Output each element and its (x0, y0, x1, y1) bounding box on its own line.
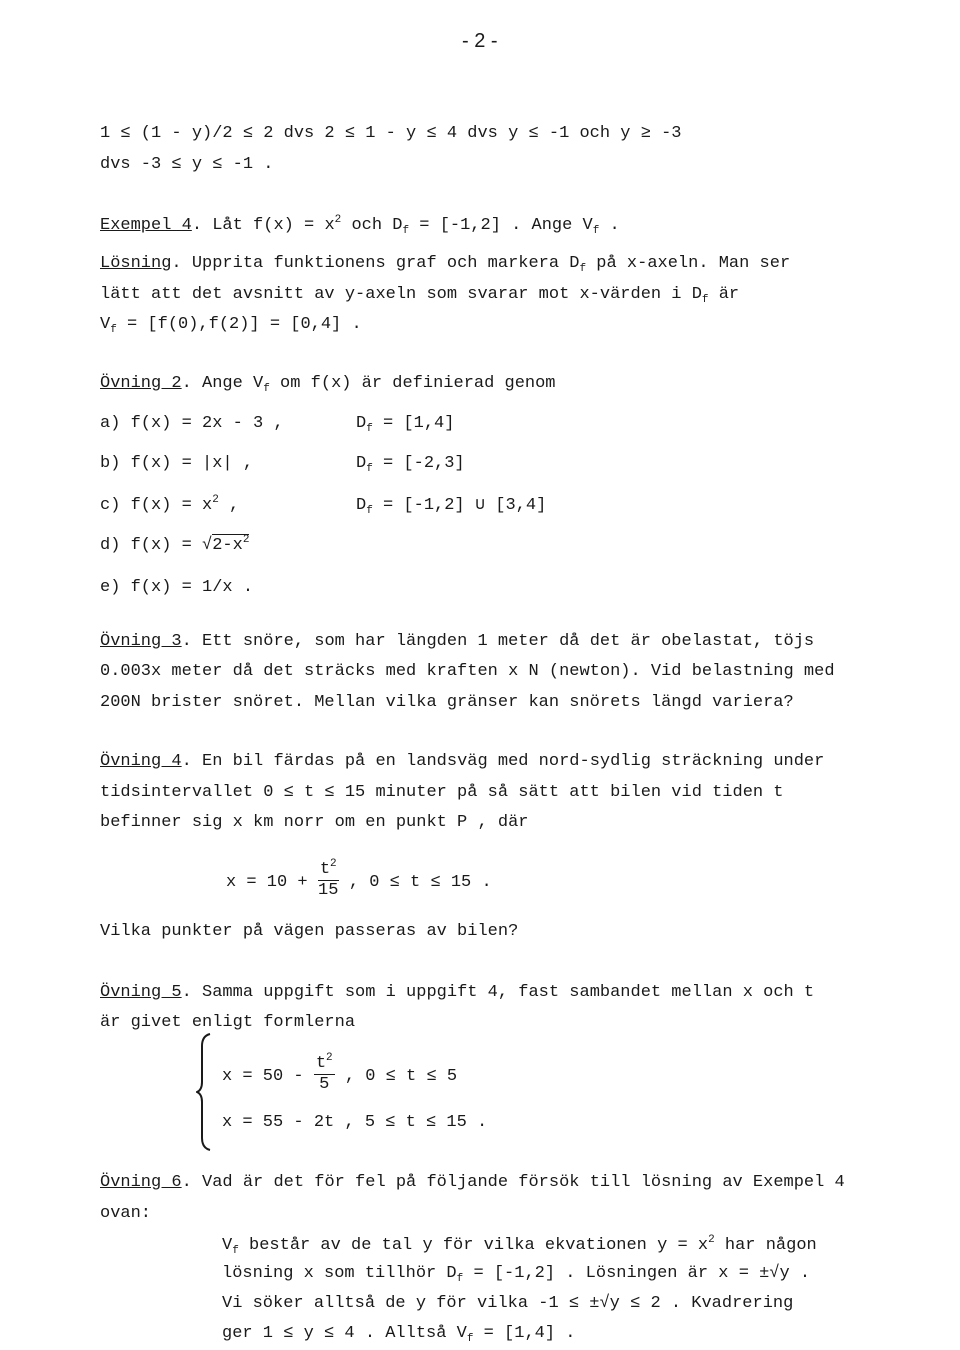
solution-line-2: lätt att det avsnitt av y-axeln som svarar mot x-värden i $D_f$ är (100, 285, 740, 306)
exercise-4-line-3: befinner sig x km norr om en punkt P , där (100, 813, 529, 832)
exercise-6-line-2: ovan: (100, 1204, 152, 1223)
exercise-5-line-1: Övning 5. Samma uppgift som i uppgift 4, fast sambandet mellan x och t (100, 983, 815, 1002)
exercise-6-line-1: Övning 6. Vad är det för fel på följande försök till lösning av Exempel 4 (100, 1173, 845, 1192)
exercise-4-formula: x = 10 + $\frac{t^2}{15}$ , 0 ≤ t ≤ 15 . (226, 858, 492, 905)
exercise-4-line-2: tidsintervallet 0 ≤ t ≤ 15 minuter på så sätt att bilen vid tiden t (100, 783, 784, 802)
solution-line-1: Lösning. Upprita funktionens graf och markera $D_f$ på x-axeln. Man ser (100, 254, 791, 275)
exercise-2-domain-b: $D_f = [-2,3]$ (356, 454, 465, 475)
exercise-3-line-3: 200N brister snöret. Mellan vilka gränser kan snörets längd variera? (100, 693, 794, 712)
exercise-2-domain-a: $D_f = [1,4]$ (356, 414, 455, 435)
exercise-6-quote-1: $V_f$ består av de tal y för vilka ekvationen $y = x^2$ har någon (222, 1234, 817, 1257)
exercise-5-line-2: är givet enligt formlerna (100, 1013, 356, 1032)
left-brace (196, 1032, 212, 1152)
exercise-4-label: Övning 4 (100, 752, 182, 771)
example-4-label: Exempel 4 (100, 216, 192, 235)
exercise-2-item-b: b) f(x) = |x| , (100, 454, 254, 473)
fraction: $\frac{t^2}{15}$ (318, 854, 339, 901)
exercise-2-heading: Övning 2. Ange $V_f$ om f(x) är definierad genom (100, 374, 556, 395)
example-4: Exempel 4. Låt $f(x) = x^2$ och $D_f = [-1,2]$ . Ange $V_f$ . (100, 214, 620, 237)
solution-line-3: $V_f = [f(0),f(2)] = [0,4]$ . (100, 315, 362, 336)
exercise-6-quote-2: lösning x som tillhör $D_f = [-1,2]$ . Lösningen är x = ±√y . (222, 1264, 811, 1285)
exercise-6-quote-4: ger 1 ≤ y ≤ 4 . Alltså $V_f = [1,4]$ . (222, 1324, 576, 1345)
exercise-2-item-c: c) $f(x) = x^2$ , (100, 494, 240, 515)
exercise-4-line-1: Övning 4. En bil färdas på en landsväg med nord-sydlig sträckning under (100, 752, 825, 771)
intro-line-1: 1 ≤ (1 - y)/2 ≤ 2 dvs 2 ≤ 1 - y ≤ 4 dvs y ≤ -1 och y ≥ -3 (100, 124, 682, 143)
exercise-5-formula-2: x = 55 - 2t , 5 ≤ t ≤ 15 . (222, 1113, 488, 1132)
exercise-3-label: Övning 3 (100, 632, 182, 651)
intro-line-2: dvs -3 ≤ y ≤ -1 . (100, 155, 274, 174)
exercise-3-line-1: Övning 3. Ett snöre, som har längden 1 meter då det är obelastat, töjs (100, 632, 815, 651)
exercise-5-label: Övning 5 (100, 983, 182, 1002)
exercise-3-line-2: 0.003x meter då det sträcks med kraften x N (newton). Vid belastning med (100, 662, 835, 681)
exercise-5-formula-1: x = 50 - $\frac{t^2}{5}$ , 0 ≤ t ≤ 5 (222, 1052, 457, 1099)
exercise-2-item-e: e) f(x) = 1/x . (100, 578, 254, 597)
exercise-2-item-a: a) f(x) = 2x - 3 , (100, 414, 284, 433)
exercise-2-item-d: d) $f(x) = √2-x^2$ (100, 534, 250, 555)
exercise-6-quote-3: Vi söker alltså de y för vilka -1 ≤ ±√y ≤ 2 . Kvadrering (222, 1294, 794, 1313)
fraction: $\frac{t^2}{5}$ (314, 1048, 335, 1095)
page-number: - 2 - (462, 30, 498, 52)
exercise-6-label: Övning 6 (100, 1173, 182, 1192)
exercise-2-domain-c: $D_f = [-1,2]$ ∪ [3,4] (356, 496, 547, 517)
exercise-4-question: Vilka punkter på vägen passeras av bilen? (100, 922, 519, 941)
exercise-2-label: Övning 2 (100, 374, 182, 393)
solution-label: Lösning (100, 254, 172, 273)
